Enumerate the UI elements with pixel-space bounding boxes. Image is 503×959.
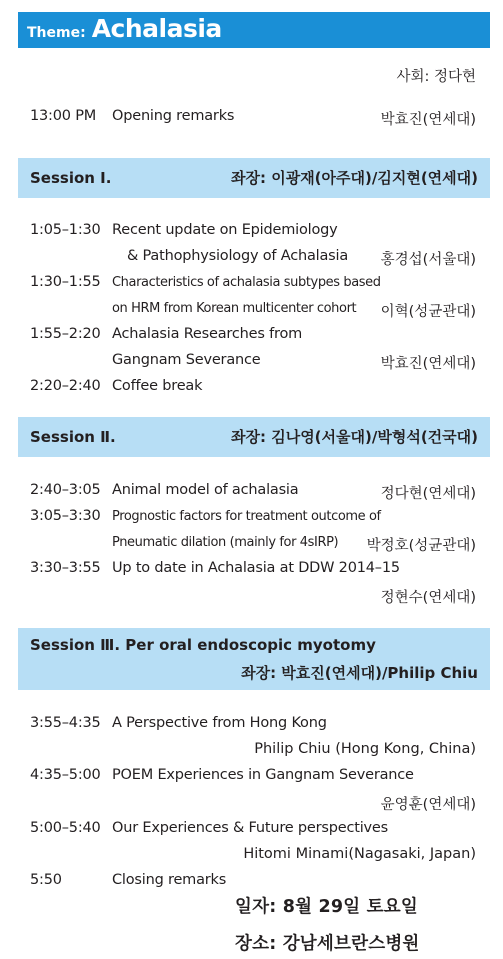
session-2-title: Session Ⅱ. bbox=[30, 428, 116, 446]
session-3-title: Session Ⅲ. Per oral endoscopic myotomy bbox=[30, 636, 376, 654]
s2-item2-title: Prognostic factors for treatment outcome of bbox=[112, 509, 381, 524]
s1-item3-time: 1:55–2:20 bbox=[30, 326, 101, 342]
s1-item1-title: Recent update on Epidemiology bbox=[112, 222, 338, 238]
s2-item2-time: 3:05–3:30 bbox=[30, 508, 101, 524]
s1-item2-speaker: 이혁(성균관대) bbox=[380, 304, 476, 320]
s2-item3-title: Up to date in Achalasia at DDW 2014–15 bbox=[112, 560, 400, 576]
s1-item4-title: Coffee break bbox=[112, 378, 203, 394]
s3-item3-speaker: Hitomi Minami(Nagasaki, Japan) bbox=[243, 846, 476, 862]
s1-item3-speaker: 박효진(연세대) bbox=[380, 356, 476, 372]
s1-item4-time: 2:20–2:40 bbox=[30, 378, 101, 394]
s3-item2-time: 4:35–5:00 bbox=[30, 767, 101, 783]
event-venue: 장소: 강남세브란스병원 bbox=[235, 934, 420, 954]
theme-label: Theme: bbox=[27, 25, 86, 41]
session-2-chair: 좌장: 김나영(서울대)/박형석(건국대) bbox=[231, 428, 478, 446]
s3-item1-speaker: Philip Chiu (Hong Kong, China) bbox=[254, 741, 476, 757]
opening-speaker: 박효진(연세대) bbox=[380, 112, 476, 128]
s3-item3-title: Our Experiences & Future perspectives bbox=[112, 820, 389, 836]
s3-item3-time: 5:00–5:40 bbox=[30, 820, 101, 836]
s2-item1-time: 2:40–3:05 bbox=[30, 482, 101, 498]
s2-item2-title-2: Pneumatic dilation (mainly for 4sIRP) bbox=[112, 535, 339, 550]
s3-item2-title: POEM Experiences in Gangnam Severance bbox=[112, 767, 414, 783]
session-1-header bbox=[18, 158, 490, 198]
s2-item3-time: 3:30–3:55 bbox=[30, 560, 101, 576]
s3-item2-speaker: 윤영훈(연세대) bbox=[380, 797, 476, 813]
theme-header bbox=[18, 12, 490, 48]
s3-item4-title: Closing remarks bbox=[112, 872, 227, 888]
opening-time: 13:00 PM bbox=[30, 108, 97, 124]
s2-item1-speaker: 정다현(연세대) bbox=[380, 486, 476, 502]
session-1-chair: 좌장: 이광재(아주대)/김지현(연세대) bbox=[231, 169, 478, 187]
s3-item4-time: 5:50 bbox=[30, 872, 62, 888]
session-1-title: Session Ⅰ. bbox=[30, 169, 112, 187]
s1-item2-title-2: on HRM from Korean multicenter cohort bbox=[112, 301, 357, 316]
theme-title: Achalasia bbox=[91, 14, 222, 43]
s1-item1-speaker: 홍경섭(서울대) bbox=[380, 252, 476, 268]
s1-item3-title-2: Gangnam Severance bbox=[112, 352, 261, 368]
event-date: 일자: 8월 29일 토요일 bbox=[235, 897, 418, 917]
s3-item1-title: A Perspective from Hong Kong bbox=[112, 715, 327, 731]
s2-item2-speaker: 박정호(성균관대) bbox=[366, 538, 476, 554]
session-3-header bbox=[18, 628, 490, 690]
moderator: 사회: 정다현 bbox=[396, 69, 476, 85]
session-2-header bbox=[18, 417, 490, 457]
s3-item1-time: 3:55–4:35 bbox=[30, 715, 101, 731]
session-3-chair: 좌장: 박효진(연세대)/Philip Chiu bbox=[241, 664, 478, 682]
s1-item3-title: Achalasia Researches from bbox=[112, 326, 303, 342]
opening-title: Opening remarks bbox=[112, 108, 235, 124]
s1-item2-title: Characteristics of achalasia subtypes based bbox=[112, 275, 381, 290]
s1-item1-time: 1:05–1:30 bbox=[30, 222, 101, 238]
s2-item3-speaker: 정현수(연세대) bbox=[380, 590, 476, 606]
s1-item1-title-2: & Pathophysiology of Achalasia bbox=[127, 248, 349, 264]
s1-item2-time: 1:30–1:55 bbox=[30, 274, 101, 290]
s2-item1-title: Animal model of achalasia bbox=[112, 482, 299, 498]
